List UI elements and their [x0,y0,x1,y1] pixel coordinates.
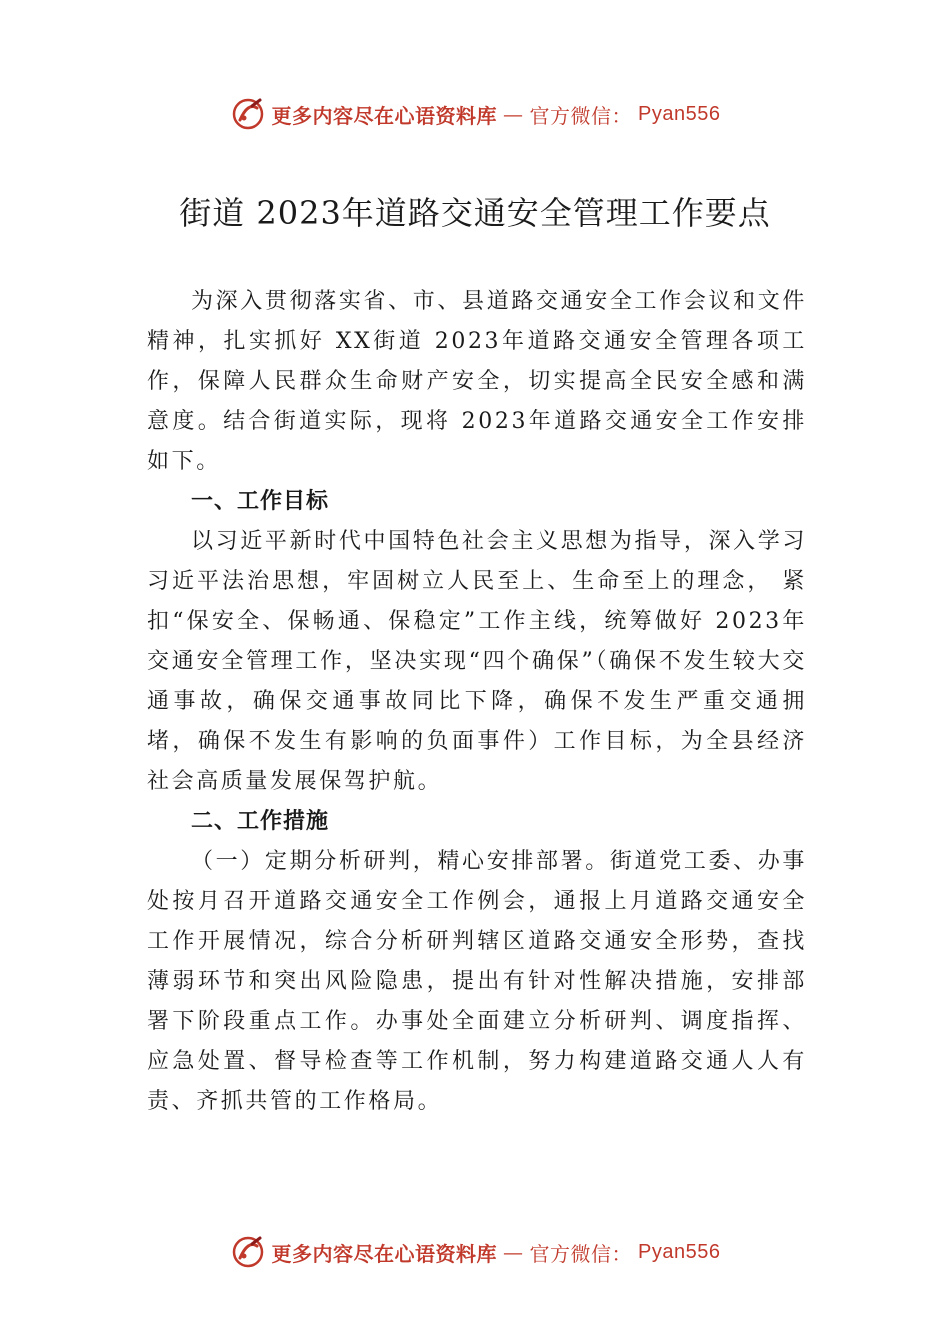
banner-dash: — [503,102,524,126]
banner-wechat-label: 官方微信： [529,103,633,128]
measures-paragraph: （一）定期分析研判，精心安排部署。街道党工委、办事处按月召开道路交通安全工作例会，通报上月道路交通安全工作开展情况，综合分析研判辖区道路交通安全形势，查找薄弱环节和突出风险隐患，提出有针对性解决措施，安排部署下阶段重点工作。办事处全面建立分析研判、调度指挥、应急处置、督导检查等工作机制，努力构建道路交通人人有责、齐抓共管的工作格局。 [147,849,807,1114]
intro-paragraph: 为深入贯彻落实省、市、县道路交通安全工作会议和文件精神，扎实抓好 XX街道 2023年道路交通安全管理各项工作，保障人民群众生命财产安全，切实提高全民安全感和满意度。结合街道实际，现将 2023年道路交通安全工作安排如下。 [147,289,807,474]
section-heading-measures: 二、工作措施 [191,809,330,834]
footer-banner [0,1234,950,1270]
banner-dash: — [503,1240,524,1264]
header-banner [0,96,950,132]
banner-handle: Pyan556 [638,1240,721,1263]
document-body [147,282,807,1122]
section-heading-goals: 一、工作目标 [191,489,330,514]
banner-brand-text: 更多内容尽在心语资料库 [271,103,498,128]
brand-logo-icon [230,1234,266,1270]
page-title: 街道 2023年道路交通安全管理工作要点 [179,194,771,232]
goals-paragraph: 以习近平新时代中国特色社会主义思想为指导，深入学习习近平法治思想，牢固树立人民至上、生命至上的理念， 紧扣“保安全、保畅通、保稳定”工作主线，统筹做好 2023年交通安全管理工作，坚决实现“四个确保”（确保不发生较大交通事故，确保交通事故同比下降，确保不发生严重交通拥堵，确保不发生有影响的负面事件）工作目标，为全县经济社会高质量发展保驾护航。 [147,529,807,794]
brand-logo-icon [230,96,266,132]
banner-wechat-label: 官方微信： [529,1241,633,1266]
banner-handle: Pyan556 [638,102,721,125]
banner-brand-text: 更多内容尽在心语资料库 [271,1241,498,1266]
